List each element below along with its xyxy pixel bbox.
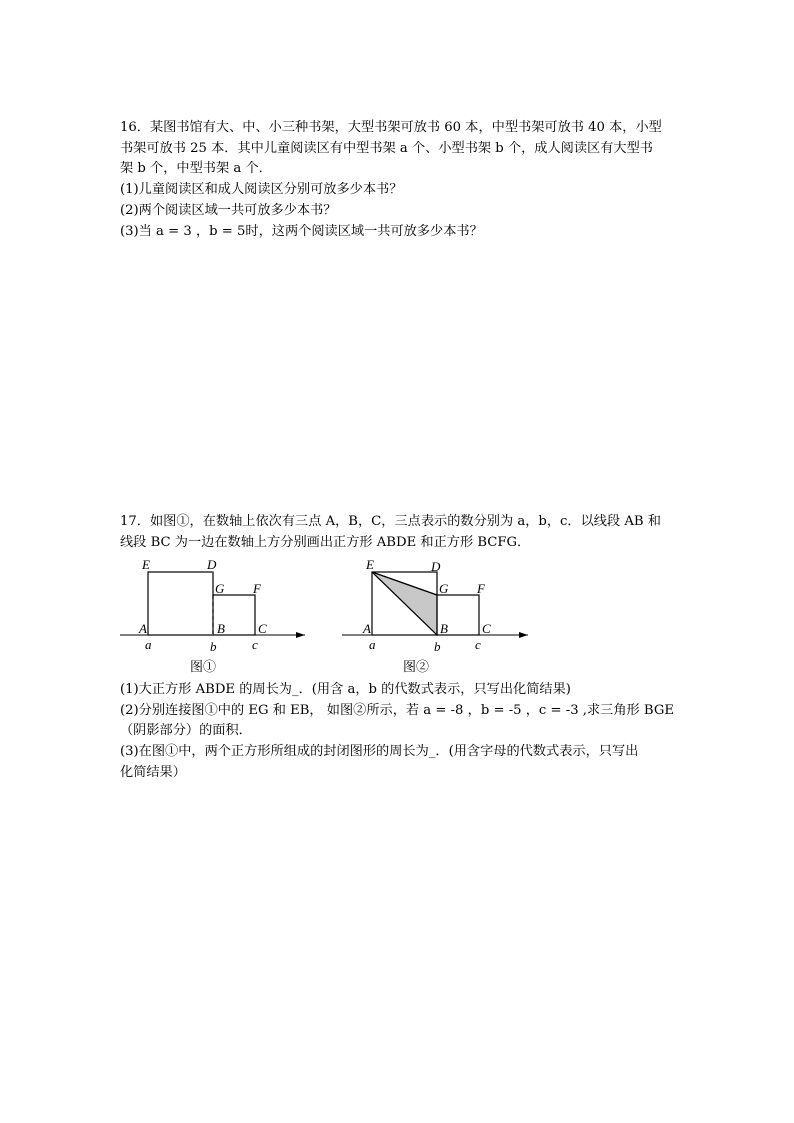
label-B-2: B bbox=[440, 621, 448, 636]
label-G-1: G bbox=[215, 581, 225, 596]
label-a-1: a bbox=[145, 637, 152, 652]
q16-subquestion-3: (3)当 a = 3 ，b = 5时，这两个阅读区域一共可放多少本书？ bbox=[120, 224, 483, 239]
q17-figures bbox=[110, 553, 540, 681]
label-A-2: A bbox=[363, 621, 371, 636]
q17-subquestion-2-line-2: （阴影部分）的面积． bbox=[120, 723, 252, 738]
label-C-2: C bbox=[482, 621, 491, 636]
square-abde-1 bbox=[148, 572, 213, 635]
q16-subquestion-1: (1)儿童阅读区和成人阅读区分别可放多少本书？ bbox=[120, 182, 403, 197]
q16-subquestion-2: (2)两个阅读区域一共可放多少本书？ bbox=[120, 203, 337, 218]
label-a-2: a bbox=[369, 637, 376, 652]
label-D-2: D bbox=[431, 559, 441, 574]
q17-line-1: 17．如图①，在数轴上依次有三点 A，B，C，三点表示的数分别为 a，b，c．以线段 AB 和 bbox=[120, 514, 661, 529]
q16-line-3: 架 b 个，中型书架 a 个． bbox=[120, 161, 272, 176]
arrow-head-2 bbox=[519, 632, 528, 638]
label-G-2: G bbox=[439, 581, 449, 596]
q17-line-2: 线段 BC 为一边在数轴上方分别画出正方形 ABDE 和正方形 BCFG． bbox=[120, 535, 531, 550]
label-c-1: c bbox=[252, 637, 258, 652]
label-C-1: C bbox=[258, 621, 267, 636]
label-A-1: A bbox=[139, 621, 147, 636]
label-F-1: F bbox=[253, 581, 261, 596]
figure-1 bbox=[120, 557, 305, 674]
caption-fig-2: 图② bbox=[403, 659, 430, 674]
label-B-1: B bbox=[217, 621, 225, 636]
q16-line-2: 书架可放书 25 本．其中儿童阅读区有中型书架 a 个、小型书架 b 个，成人阅读区有大型书 bbox=[120, 141, 653, 156]
q17-subquestion-2-line-1: (2)分别连接图①中的 EG 和 EB， 如图②所示，若 a = -8 ，b = -5 ，c = -3 ,求三角形 BGE bbox=[120, 703, 675, 718]
label-E-2: E bbox=[366, 557, 374, 572]
q16-line-1: 16．某图书馆有大、中、小三种书架，大型书架可放书 60 本，中型书架可放书 40 本，小型 bbox=[120, 120, 662, 135]
label-b-1: b bbox=[210, 639, 217, 654]
q17-subquestion-1: (1)大正方形 ABDE 的周长为_．(用含 a，b 的代数式表示，只写出化简结果) bbox=[120, 682, 571, 697]
label-D-1: D bbox=[207, 557, 217, 572]
label-b-2: b bbox=[434, 639, 441, 654]
label-F-2: F bbox=[477, 581, 485, 596]
arrow-head-1 bbox=[296, 632, 305, 638]
q17-subquestion-3-line-1: (3)在图①中，两个正方形所组成的封闭图形的周长为_．(用含字母的代数式表示，只写出 bbox=[120, 744, 639, 759]
q17-subquestion-3-line-2: 化简结果） bbox=[120, 765, 186, 780]
label-c-2: c bbox=[475, 637, 481, 652]
caption-fig-1: 图① bbox=[190, 659, 217, 674]
figure-2 bbox=[342, 557, 528, 674]
label-E-1: E bbox=[142, 557, 150, 572]
